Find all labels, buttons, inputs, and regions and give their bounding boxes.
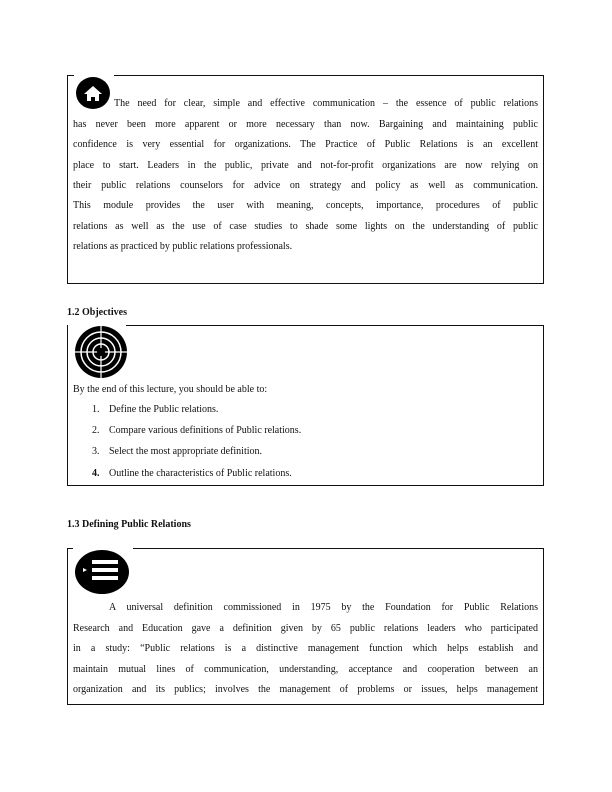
defining-line: in a study: “Public relations is a distinctive management function which helps establish and: [73, 643, 538, 654]
objective-item: [92, 425, 301, 437]
objectives-heading: 1.2 Objectives: [67, 307, 127, 318]
item-text: Select the most appropriate definition.: [109, 446, 263, 457]
intro-line: confidence is very essential for organizations. The Practice of Public Relations is an excellent: [73, 139, 538, 150]
objective-item: [92, 446, 262, 458]
objective-item: [92, 468, 292, 480]
objectives-lead: By the end of this lecture, you should be able to:: [73, 384, 268, 395]
defining-line: Research and Education gave a definition given by 65 public relations leaders who participated: [73, 623, 538, 634]
intro-line: relations as practiced by public relations professionals.: [73, 241, 293, 252]
intro-line: This module provides the user with meaning, concepts, importance, procedures of public: [73, 200, 538, 211]
intro-line: has never been more apparent or more necessary than now. Bargaining and maintaining public: [73, 119, 538, 130]
intro-line: The need for clear, simple and effective communication – the essence of public relations: [114, 98, 538, 109]
item-number: 3.: [92, 446, 100, 457]
target-icon: [74, 325, 128, 379]
intro-line: their public relations counselors for advice on strategy and policy as well as communication.: [73, 180, 538, 191]
item-number: 4.: [92, 468, 100, 479]
item-number: 2.: [92, 425, 100, 436]
intro-line: place to start. Leaders in the public, private and not-for-profit organizations are now relying on: [73, 160, 538, 171]
defining-box: [67, 548, 544, 705]
defining-line: organization and its publics; involves the management of problems or issues, helps management: [73, 684, 538, 695]
intro-line: relations as well as the use of case studies to shade some lights on the understanding of public: [73, 221, 538, 232]
item-text: Outline the characteristics of Public relations.: [109, 468, 292, 479]
objective-item: [92, 404, 218, 416]
objectives-box: [67, 325, 544, 486]
defining-line: maintain mutual lines of communication, understanding, acceptance and cooperation between an: [73, 664, 538, 675]
defining-heading: 1.3 Defining Public Relations: [67, 519, 191, 530]
list-icon: [74, 549, 130, 595]
intro-box: [67, 75, 544, 284]
item-text: Define the Public relations.: [109, 404, 219, 415]
item-number: 1.: [92, 404, 100, 415]
defining-line: A universal definition commissioned in 1975 by the Foundation for Public Relations: [109, 602, 538, 613]
home-icon: [76, 77, 110, 109]
item-text: Compare various definitions of Public relations.: [109, 425, 302, 436]
